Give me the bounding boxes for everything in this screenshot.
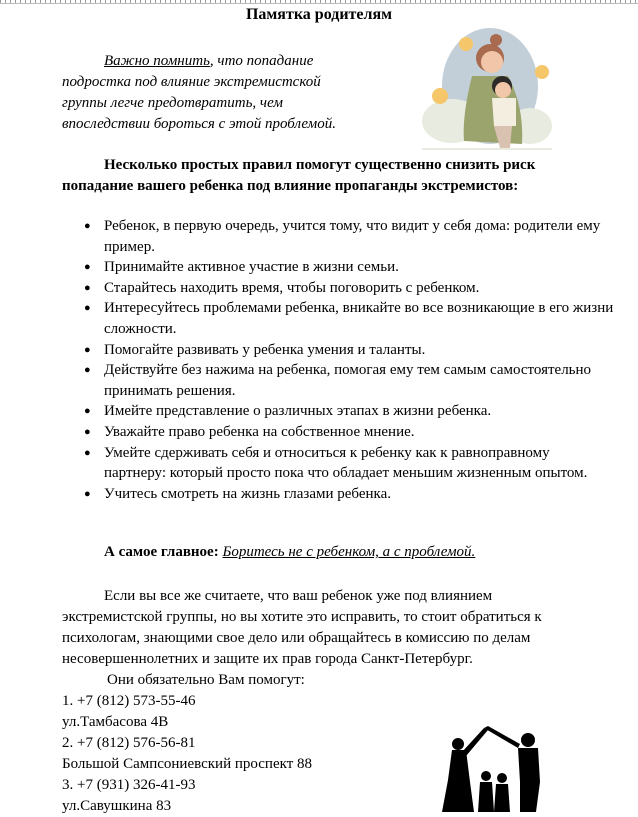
list-item: ● Интересуйтесь проблемами ребенка, вникайте во все возникающие в его жизни сложности. — [104, 298, 614, 339]
list-item: ● Имейте представление о различных этапах в жизни ребенка. — [104, 401, 614, 422]
main-text: Боритесь не с ребенком, а с проблемой. — [222, 544, 476, 560]
list-item: ● Принимайте активное участие в жизни семьи. — [104, 257, 614, 278]
ruler-border — [0, 0, 638, 4]
help-paragraph: Если вы все же считаете, что ваш ребенок уже под влиянием экстремистской группы, но вы хотите это исправить, то стоит обратиться к психологам, знающими свое дело или обращайтесь в комиссию по делам несовершеннолетних и защите их прав города Санкт-Петербург. — [62, 588, 542, 667]
contact-address: ул.Савушкина 83 — [62, 798, 172, 814]
family-silhouette-illustration — [440, 722, 560, 812]
rules-list — [62, 216, 614, 504]
rules-lead: Несколько простых правил помогут существенно снизить риск попадание вашего ребенка под влияние пропаганды экстремистов: — [62, 157, 536, 194]
contact-phone: 3. +7 (931) 326-41-93 — [62, 777, 196, 793]
list-item: ● Умейте сдерживать себя и относиться к ребенку как к равноправному партнеру: который просто пока что обладает меньшим жизненным опытом. — [104, 443, 614, 484]
contact-address: Большой Сампсониевский проспект 88 — [62, 756, 313, 772]
contact-phone: 1. +7 (812) 573-55-46 — [62, 693, 196, 709]
main-advice — [104, 544, 475, 561]
list-item: ● Учитесь смотреть на жизнь глазами ребенка. — [104, 484, 614, 505]
mother-hugging-child-illustration — [412, 26, 557, 154]
intro-emphasis: Важно помнить — [104, 53, 210, 69]
list-item: ● Помогайте развивать у ребенка умения и таланты. — [104, 340, 614, 361]
contacts-intro: Они обязательно Вам помогут: — [107, 672, 305, 688]
intro-paragraph — [62, 51, 362, 135]
list-item: ● Старайтесь находить время, чтобы поговорить с ребенком. — [104, 278, 614, 299]
list-item: ● Ребенок, в первую очередь, учится тому, что видит у себя дома: родители ему пример. — [104, 216, 614, 257]
list-item: ● Уважайте право ребенка на собственное мнение. — [104, 422, 614, 443]
main-label: А самое главное: — [104, 544, 219, 560]
intro-text: , что попадание подростка под влияние экстремистской группы легче предотвратить, чем впоследствии бороться с этой проблемой. — [62, 53, 336, 132]
page-title: Памятка родителям — [245, 6, 393, 23]
list-item: ● Действуйте без нажима на ребенка, помогая ему тем самым самостоятельно принимать решения. — [104, 360, 614, 401]
contact-phone: 2. +7 (812) 576-56-81 — [62, 735, 196, 751]
contact-address: ул.Тамбасова 4В — [62, 714, 169, 730]
contacts — [62, 670, 312, 817]
